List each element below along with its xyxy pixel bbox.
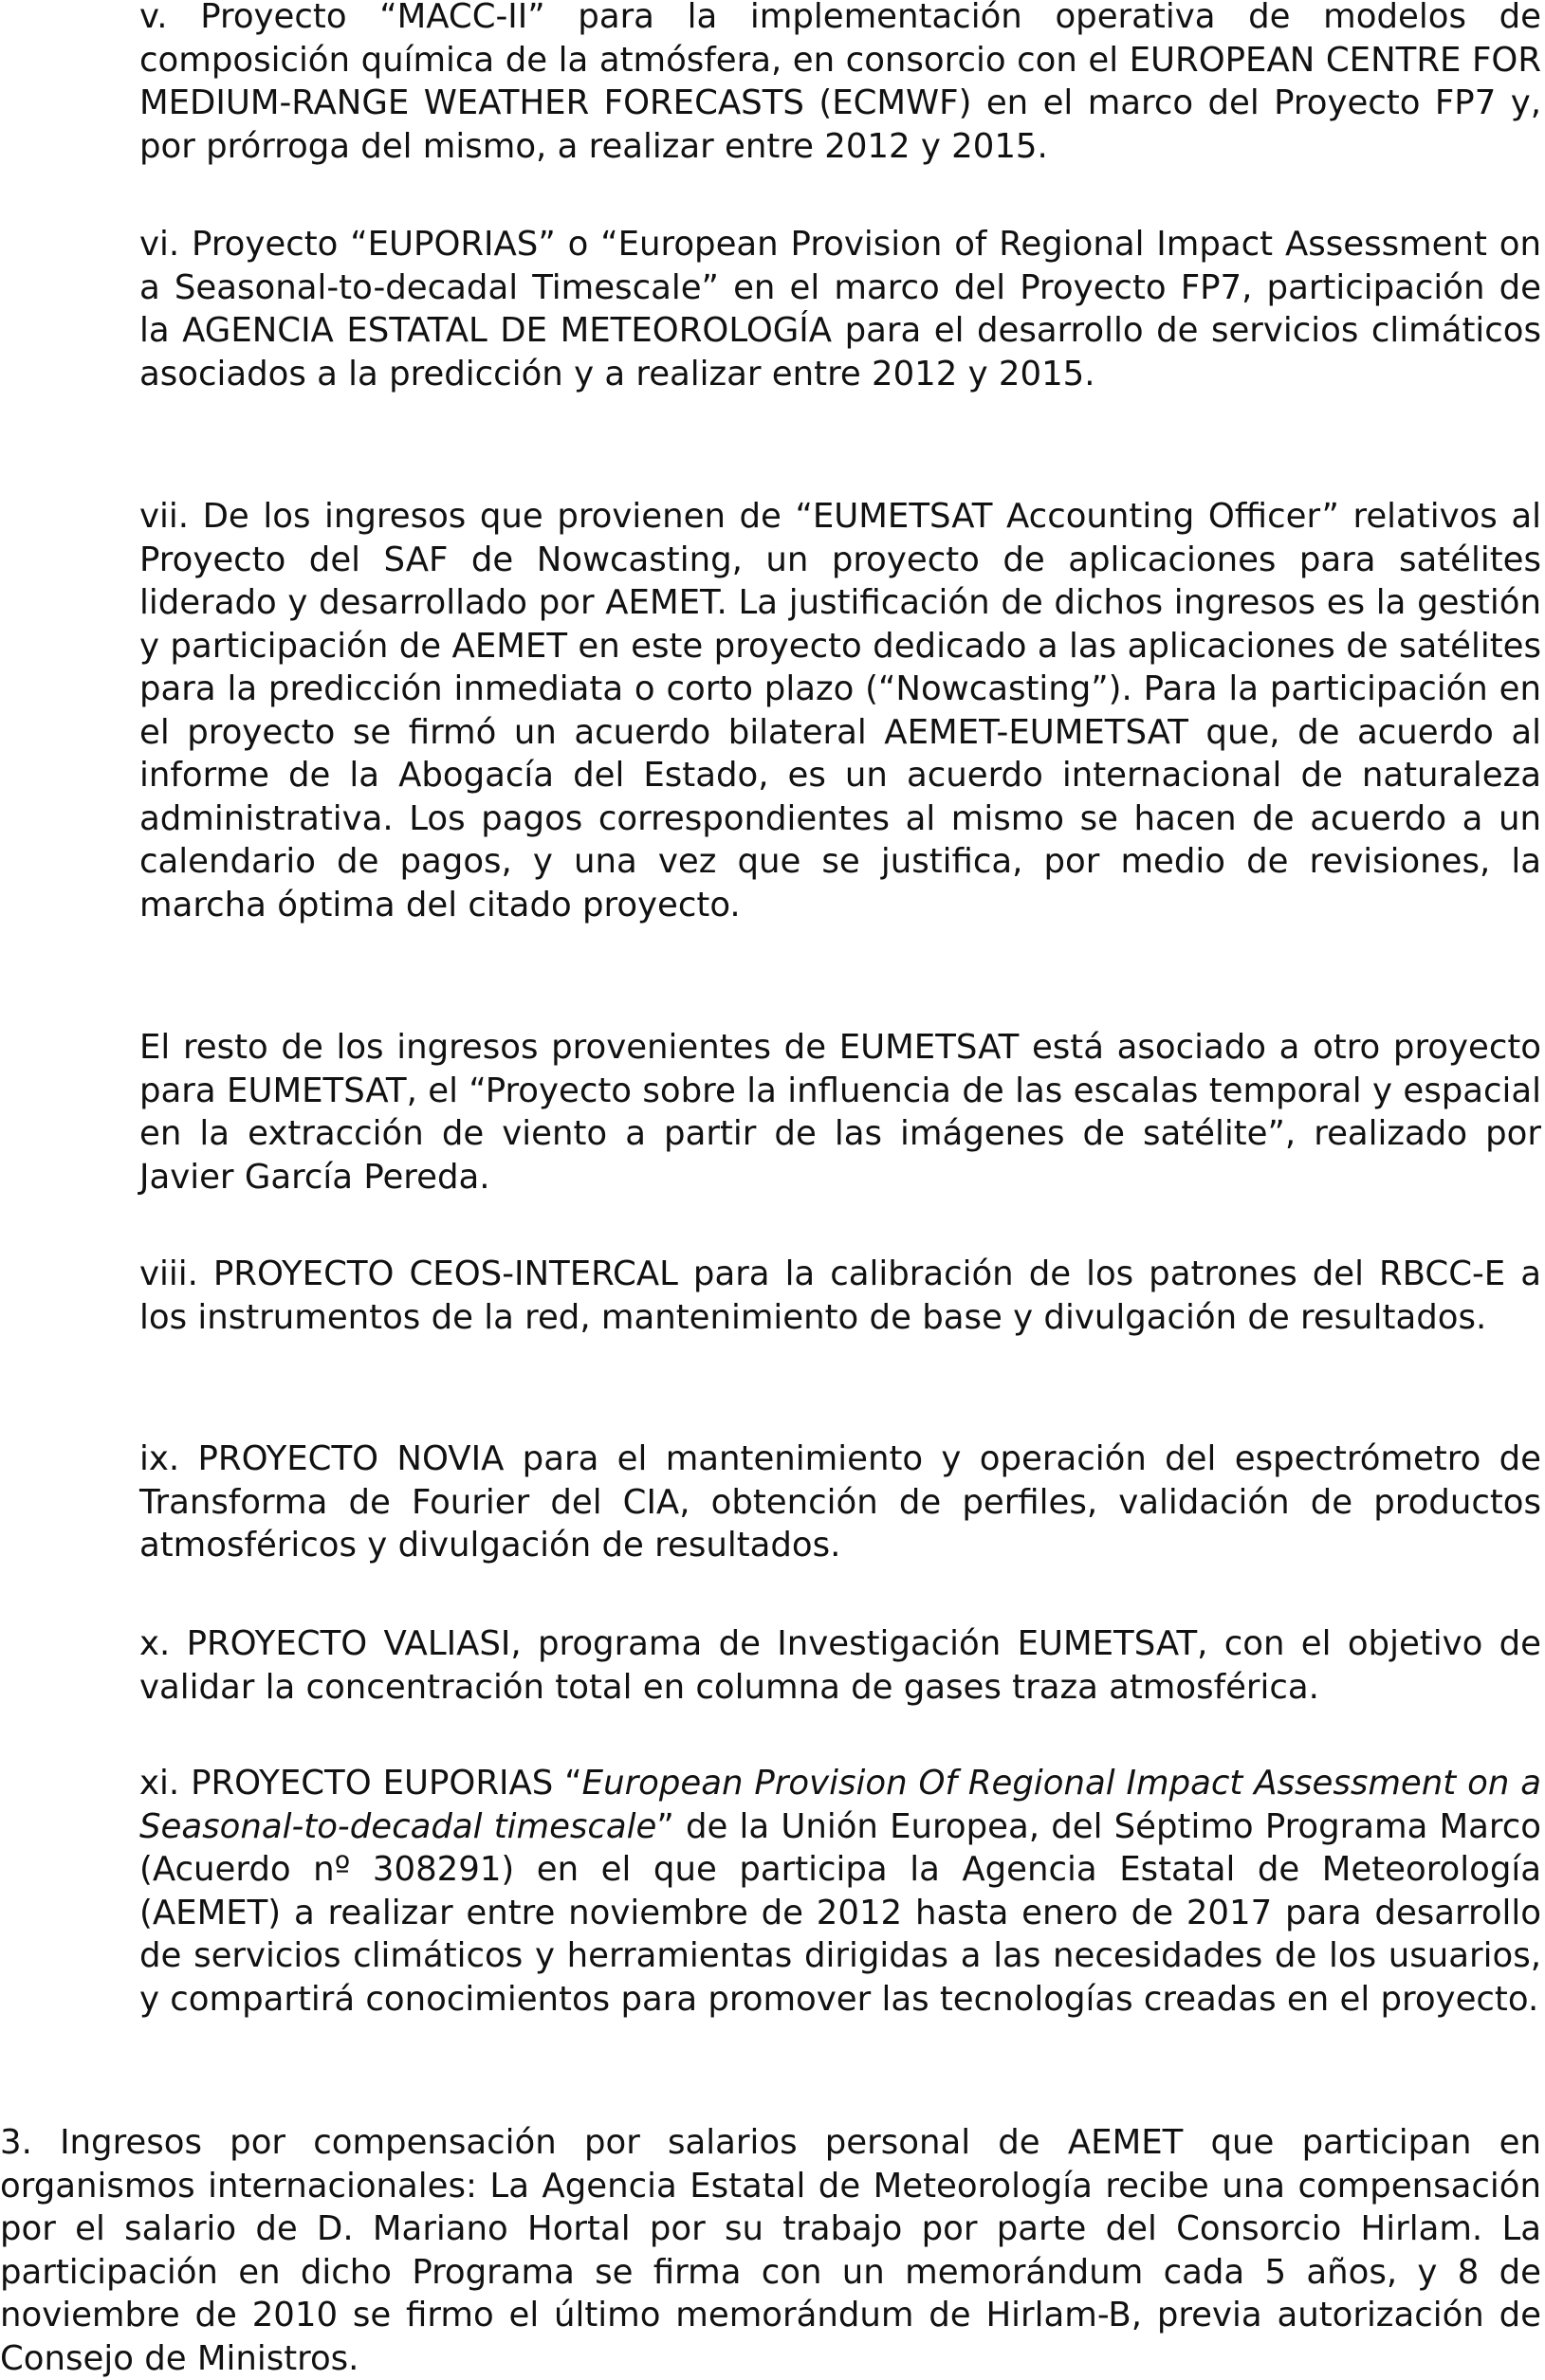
- paragraph-item-3: 3. Ingresos por compensación por salarios personal de AEMET que participan en organismos internacionales: La Agencia Estatal de Meteorología recibe una compensación por el salario de D. Mariano Hortal por su trabajo por parte del Consorcio Hirlam. La participación en dicho Programa se firma con un memorándum cada 5 años, y 8 de noviembre de 2010 se firmo el último memorándum de Hirlam-B, previa autorización de Consejo de Ministros.: [0, 2123, 1541, 2378]
- paragraph-item-x: x. PROYECTO VALIASI, programa de Investigación EUMETSAT, con el objetivo de validar la concentración total en columna de gases traza atmosférica.: [139, 1624, 1541, 1707]
- paragraph-item-ix: ix. PROYECTO NOVIA para el mantenimiento y operación del espectrómetro de Transforma de Fourier del CIA, obtención de perfiles, validación de productos atmosféricos y divulgación de resultados.: [139, 1439, 1541, 1565]
- item-xi-italic-title: European Provision Of Regional Impact Assessment on a Seasonal-to-decadal timescale: [139, 1764, 1541, 1846]
- paragraph-item-vi: vi. Proyecto “EUPORIAS” o “European Provision of Regional Impact Assessment on a Seasonal-to-decadal Timescale” en el marco del Proyecto FP7, participación de la AGENCIA ESTATAL DE METEOROLOGÍA para el desarrollo de servicios climáticos asociados a la predicción y a realizar entre 2012 y 2015.: [139, 225, 1541, 394]
- paragraph-eumetsat-rest: El resto de los ingresos provenientes de EUMETSAT está asociado a otro proyecto para EUMETSAT, el “Proyecto sobre la influencia de las escalas temporal y espacial en la extracción de viento a partir de las imágenes de satélite”, realizado por Javier García Pereda.: [139, 1028, 1541, 1197]
- item-xi-lead-text: xi. PROYECTO EUPORIAS “: [139, 1764, 582, 1803]
- paragraph-item-vii: vii. De los ingresos que provienen de “EUMETSAT Accounting Officer” relativos al Proyecto del SAF de Nowcasting, un proyecto de aplicaciones para satélites liderado y desarrollado por AEMET. La justificación de dichos ingresos es la gestión y participación de AEMET en este proyecto dedicado a las aplicaciones de satélites para la predicción inmediata o corto plazo (“Nowcasting”). Para la participación en el proyecto se firmó un acuerdo bilateral AEMET-EUMETSAT que, de acuerdo al informe de la Abogacía del Estado, es un acuerdo internacional de naturaleza administrativa. Los pagos correspondientes al mismo se hacen de acuerdo a un calendario de pagos, y una vez que se justifica, por medio de revisiones, la marcha óptima del citado proyecto.: [139, 497, 1541, 925]
- paragraph-item-viii: viii. PROYECTO CEOS-INTERCAL para la calibración de los patrones del RBCC-E a los instrumentos de la red, mantenimiento de base y divulgación de resultados.: [139, 1254, 1541, 1337]
- paragraph-item-xi: [139, 1762, 1541, 2021]
- paragraph-item-v: v. Proyecto “MACC-II” para la implementación operativa de modelos de composición química de la atmósfera, en consorcio con el EUROPEAN CENTRE FOR MEDIUM-RANGE WEATHER FORECASTS (ECMWF) en el marco del Proyecto FP7 y, por prórroga del mismo, a realizar entre 2012 y 2015.: [139, 0, 1541, 166]
- item-xi-rest-text: ” de la Unión Europea, del Séptimo Programa Marco (Acuerdo nº 308291) en el que participa la Agencia Estatal de Meteorología (AEMET) a realizar entre noviembre de 2012 hasta enero de 2017 para desarrollo de servicios climáticos y herramientas dirigidas a las necesidades de los usuarios, y compartirá conocimientos para promover las tecnologías creadas en el proyecto.: [139, 1806, 1541, 2019]
